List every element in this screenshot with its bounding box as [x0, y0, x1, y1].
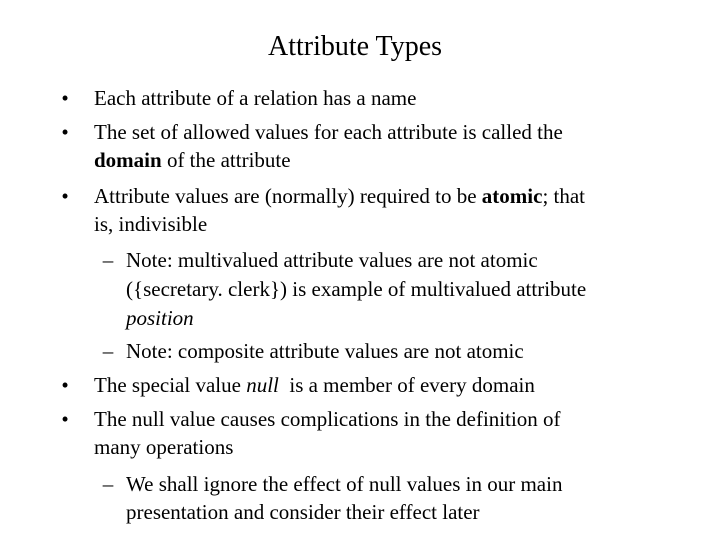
bullet-text [94, 183, 585, 209]
subbullet-text: Note: multivalued attribute values are not atomic [126, 248, 538, 272]
dash-icon: – [102, 339, 114, 363]
slide-title: Attribute Types [267, 31, 443, 62]
domain-term: domain [94, 148, 162, 172]
bullet-text-post: is a member of every domain [278, 373, 535, 397]
bullet-text: The set of allowed values for each attribute is called the [94, 120, 563, 144]
bullet-text [94, 372, 535, 398]
bullet-text-rest: of the attribute [161, 148, 291, 172]
bullet-text-pre: The special value [94, 373, 247, 397]
subbullet-text-continuation: presentation and consider their effect later [126, 500, 480, 524]
dash-icon: – [102, 472, 114, 496]
subbullet-text: We shall ignore the effect of null values in our main [126, 472, 563, 496]
bullet-text-pre: Attribute values are (normally) required to be [94, 184, 482, 208]
bullet-text-post: ; that [542, 184, 586, 208]
bullet-text-continuation: is, indivisible [94, 212, 208, 236]
subbullet-text: Note: composite attribute values are not atomic [126, 339, 524, 363]
bullet-text: The null value causes complications in the definition of [94, 407, 561, 431]
bullet-text: Each attribute of a relation has a name [94, 86, 417, 110]
bullet-text-continuation: many operations [94, 435, 234, 459]
bullet-icon: • [61, 184, 69, 208]
position-term: position [126, 306, 194, 330]
atomic-term: atomic [481, 184, 543, 208]
bullet-icon: • [61, 86, 69, 110]
bullet-text-continuation [94, 147, 291, 173]
subbullet-text-continuation: ({secretary. clerk}) is example of multivalued attribute [126, 277, 587, 301]
bullet-icon: • [61, 120, 69, 144]
null-term: null [246, 373, 279, 397]
bullet-icon: • [61, 373, 69, 397]
dash-icon: – [102, 248, 114, 272]
bullet-icon: • [61, 407, 69, 431]
